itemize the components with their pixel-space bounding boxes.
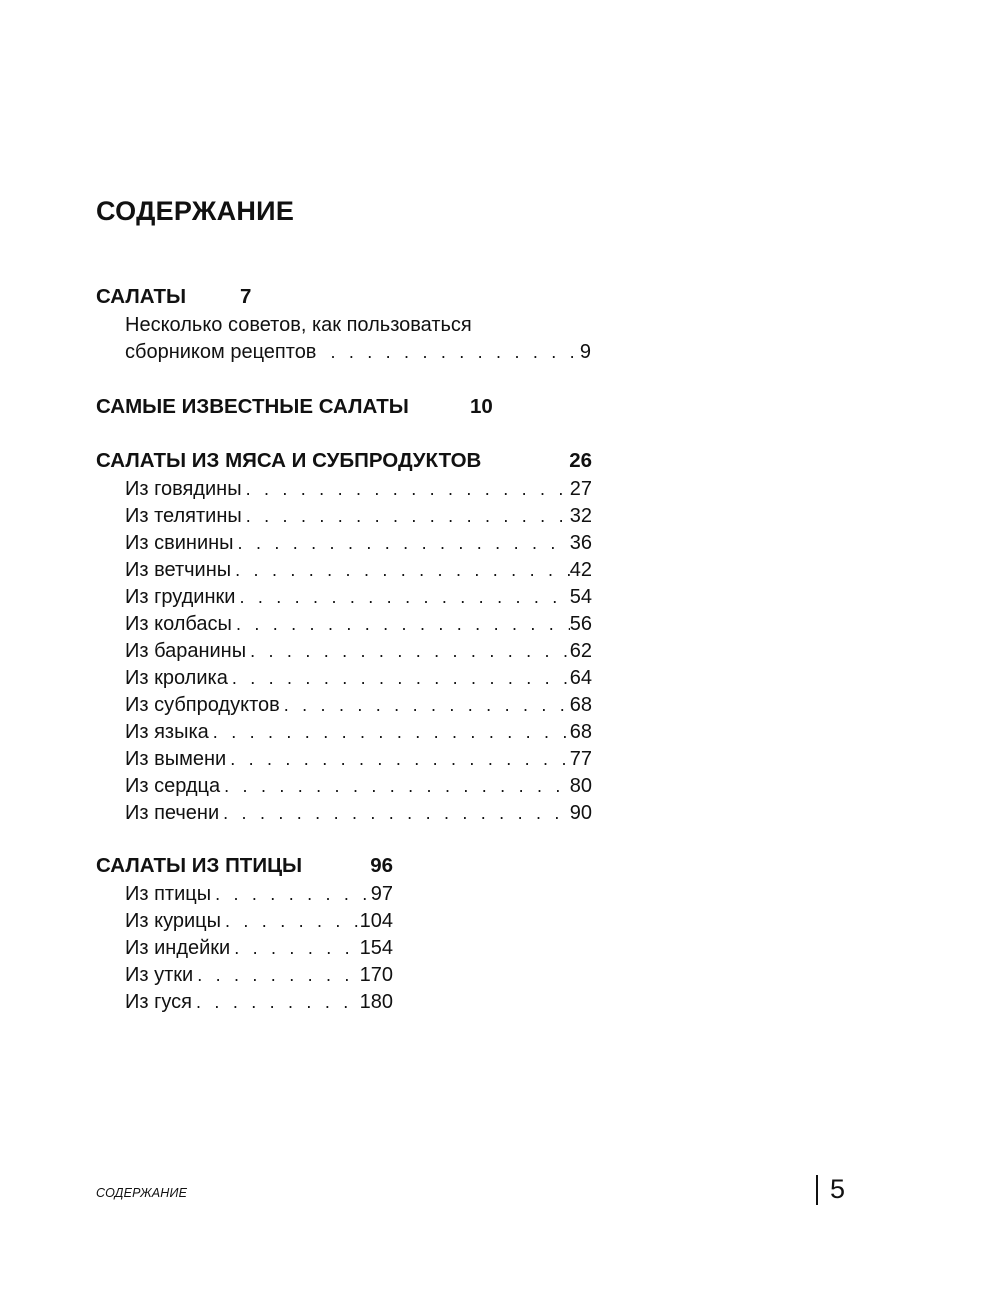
list-item[interactable]: [96, 665, 592, 692]
entry-page-number: 64: [569, 667, 592, 689]
divider: [816, 1175, 818, 1205]
entry-page-number: 77: [569, 748, 592, 770]
entry-label: Из свинины: [125, 532, 234, 554]
dot-leader: [209, 719, 570, 746]
entry-label: Из вымени: [125, 748, 227, 770]
entry-page-number: 154: [359, 937, 393, 959]
dot-leader: [192, 989, 360, 1016]
dot-leader: [316, 339, 579, 366]
entry-page-number: 104: [359, 910, 393, 932]
entry-label: Из птицы: [125, 883, 212, 905]
entry-page-number: 97: [370, 883, 393, 905]
list-item[interactable]: [96, 719, 592, 746]
dot-leader: [234, 530, 570, 557]
entry-label: Из курицы: [125, 910, 221, 932]
entry-page-number: 62: [569, 640, 592, 662]
entry-page-number: 180: [359, 991, 393, 1013]
entry-page-number: 27: [569, 478, 592, 500]
dot-leader: [193, 962, 359, 989]
section-page-number: 96: [370, 854, 393, 877]
list-item[interactable]: [96, 638, 592, 665]
list-item[interactable]: [96, 692, 592, 719]
intro-entry-line2[interactable]: [96, 339, 591, 366]
dot-leader: [246, 638, 570, 665]
entry-label: сборником рецептов: [125, 341, 317, 363]
dot-leader: [280, 692, 570, 719]
entry-label: Из печени: [125, 802, 220, 824]
list-item[interactable]: [96, 881, 393, 908]
list-item[interactable]: [96, 962, 393, 989]
dot-leader: [242, 503, 570, 530]
list-item[interactable]: [96, 908, 393, 935]
list-item[interactable]: [96, 935, 393, 962]
list-item[interactable]: [96, 773, 592, 800]
dot-leader: [221, 908, 360, 935]
entry-page-number: 56: [569, 613, 592, 635]
list-item[interactable]: [96, 611, 592, 638]
section-title: САЛАТЫ ИЗ ПТИЦЫ: [96, 854, 303, 877]
dot-leader: [232, 611, 570, 638]
dot-leader: [242, 476, 570, 503]
entry-page-number: 170: [359, 964, 393, 986]
list-item[interactable]: [96, 800, 592, 827]
entry-label: Из утки: [125, 964, 194, 986]
page-number-value: 5: [830, 1174, 846, 1204]
dot-leader: [228, 665, 570, 692]
entry-label: Из сердца: [125, 775, 221, 797]
dot-leader: [211, 881, 371, 908]
entry-page-number: 36: [569, 532, 592, 554]
section-page-number: 26: [569, 449, 592, 472]
entry-page-number: 32: [569, 505, 592, 527]
entry-label: Из языка: [125, 721, 209, 743]
list-item[interactable]: [96, 530, 592, 557]
entry-label: Из индейки: [125, 937, 231, 959]
section-heading[interactable]: [96, 392, 596, 422]
section-heading[interactable]: [96, 282, 396, 312]
dot-leader: [231, 557, 570, 584]
dot-leader: [235, 584, 569, 611]
entry-label: Из кролика: [125, 667, 228, 689]
list-item[interactable]: [96, 503, 592, 530]
list-item[interactable]: [96, 584, 592, 611]
list-item[interactable]: [96, 746, 592, 773]
dot-leader: [230, 935, 359, 962]
entry-label: Из грудинки: [125, 586, 236, 608]
page-number: [816, 1174, 845, 1205]
entry-page-number: 80: [569, 775, 592, 797]
poultry-subsections: [96, 881, 393, 1016]
section-page-number: 10: [470, 395, 493, 418]
section-title: САЛАТЫ: [96, 285, 187, 308]
section-heading[interactable]: [96, 446, 592, 476]
section-title: САМЫЕ ИЗВЕСТНЫЕ САЛАТЫ: [96, 395, 409, 418]
entry-page-number: 90: [569, 802, 592, 824]
section-page-number: 7: [240, 285, 252, 308]
dot-leader: [220, 773, 570, 800]
meat-subsections: [96, 476, 592, 827]
entry-page-number: 54: [569, 586, 592, 608]
entry-label: Из баранины: [125, 640, 247, 662]
list-item[interactable]: [96, 989, 393, 1016]
list-item[interactable]: [96, 476, 592, 503]
toc-section-famous-salads: [96, 392, 596, 422]
entry-label: Из телятины: [125, 505, 242, 527]
entry-label: Из колбасы: [125, 613, 232, 635]
entry-page-number: 9: [579, 341, 591, 363]
section-heading[interactable]: [96, 851, 393, 881]
entry-label: Из ветчины: [125, 559, 232, 581]
running-footer-title: СОДЕРЖАНИЕ: [96, 1186, 188, 1200]
page-title: СОДЕРЖАНИЕ: [96, 196, 295, 226]
list-item[interactable]: [96, 557, 592, 584]
entry-label: Из гуся: [125, 991, 193, 1013]
entry-label: Из субпродуктов: [125, 694, 280, 716]
toc-section-salads: [96, 282, 396, 312]
dot-leader: [219, 800, 570, 827]
entry-page-number: 68: [569, 694, 592, 716]
entry-label: Из говядины: [125, 478, 242, 500]
entry-page-number: 42: [569, 559, 592, 581]
dot-leader: [226, 746, 570, 773]
entry-page-number: 68: [569, 721, 592, 743]
section-title: САЛАТЫ ИЗ МЯСА И СУБПРОДУКТОВ: [96, 449, 482, 472]
toc-section-poultry-salads: [96, 851, 596, 1016]
toc-section-meat-salads: [96, 446, 596, 827]
intro-entry-line1[interactable]: Несколько советов, как пользоваться: [125, 314, 472, 336]
table-of-contents: [96, 282, 596, 1016]
